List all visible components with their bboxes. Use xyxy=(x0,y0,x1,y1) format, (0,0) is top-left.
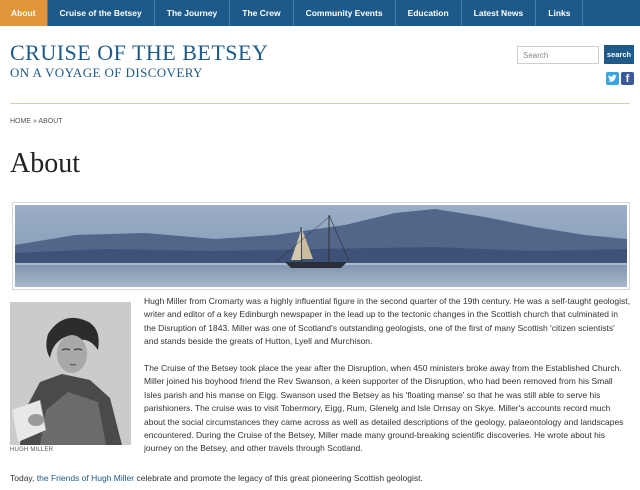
legacy-prefix: Today, xyxy=(10,473,37,483)
portrait-caption: HUGH MILLER xyxy=(10,447,54,453)
portrait-image xyxy=(10,302,131,445)
sailing-boat-photo xyxy=(15,205,627,287)
search-button[interactable]: search xyxy=(604,45,634,64)
facebook-icon[interactable]: f xyxy=(621,72,634,85)
hero-image xyxy=(12,202,630,290)
nav-item-cruise-of-the-betsey[interactable]: Cruise of the Betsey xyxy=(48,0,155,26)
page-title: About xyxy=(10,148,80,179)
breadcrumb-home[interactable]: HOME xyxy=(10,118,31,125)
nav-item-the-journey[interactable]: The Journey xyxy=(155,0,231,26)
legacy-paragraph xyxy=(10,472,423,484)
header-divider xyxy=(10,103,630,104)
nav-item-latest-news[interactable]: Latest News xyxy=(462,0,537,26)
intro-paragraph: Hugh Miller from Cromarty was a highly influential figure in the second quarter of the 19th century. He was a self-taught geologist, writer and editor of a key Edinburgh newspaper in the lead up to the tectonic changes in the Scottish church that culminated in the Disruption of 1843. Miller was one of Scotland's outstanding geologists, one of the first of many Scottish 'citizen scientists' and stands beside the greats of Hutton, Lyell and Murchison. xyxy=(144,296,631,347)
breadcrumb xyxy=(10,118,63,125)
site-tagline: ON A VOYAGE OF DISCOVERY xyxy=(10,65,203,80)
nav-item-about[interactable]: About xyxy=(0,0,48,26)
nav-item-the-crew[interactable]: The Crew xyxy=(230,0,293,26)
twitter-icon[interactable] xyxy=(606,72,619,85)
site-title[interactable]: CRUISE OF THE BETSEY xyxy=(10,40,269,65)
search-input[interactable] xyxy=(517,46,599,64)
hugh-miller-portrait xyxy=(10,302,131,445)
friends-of-hugh-miller-link[interactable]: the Friends of Hugh Miller xyxy=(36,473,135,483)
main-nav xyxy=(0,0,640,26)
cruise-paragraph: The Cruise of the Betsey took place the year after the Disruption, when 450 ministers broke away from the Established Church. Miller joined his boyhood friend the Rev Swanson, a keen supporter of the Disruption, who had been removed from his Small Isles parish and his manse on Eigg. Swanson used the Betsey as his 'floating manse' so that he was still able to serve his parishioners. The cruise was to visit Tobermory, Eigg, Rum, Glenelg and Isle Ornsay on Skye. Miller's accounts record much about the social circumstances they came across as well as detailed descriptions of the geology, palaeontology and landscapes encountered. During the Cruise of the Betsey, Miller made many ground-breaking scientific discoveries. He wrote about his journey on the Betsey, and other travels through Scotland. xyxy=(144,363,624,454)
breadcrumb-separator: » xyxy=(32,118,37,125)
legacy-suffix: celebrate and promote the legacy of this great pioneering Scottish geologist. xyxy=(134,473,423,483)
nav-item-links[interactable]: Links xyxy=(536,0,583,26)
nav-item-community-events[interactable]: Community Events xyxy=(294,0,396,26)
breadcrumb-current: ABOUT xyxy=(38,118,63,125)
nav-item-education[interactable]: Education xyxy=(396,0,462,26)
